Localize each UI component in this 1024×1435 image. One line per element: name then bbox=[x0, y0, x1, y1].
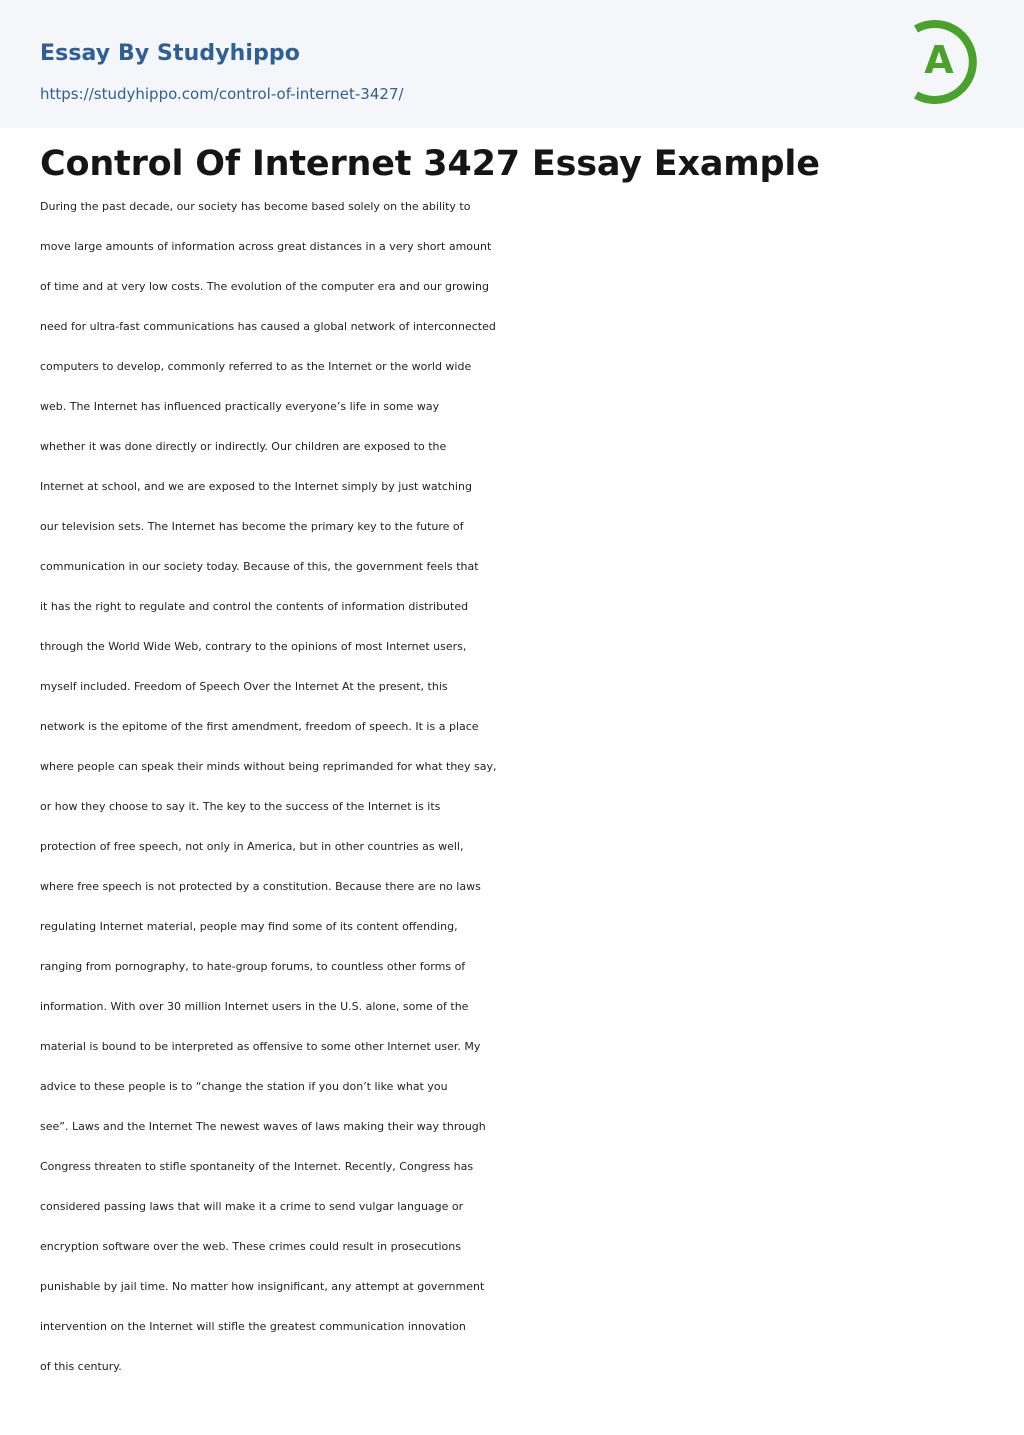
essay-line: ranging from pornography, to hate-group forums, to countless other forms of bbox=[40, 960, 466, 973]
essay-line: Congress threaten to stifle spontaneity of the Internet. Recently, Congress has bbox=[40, 1160, 474, 1173]
essay-line: move large amounts of information across great distances in a very short amount bbox=[40, 240, 492, 253]
essay-line: through the World Wide Web, contrary to the opinions of most Internet users, bbox=[40, 640, 467, 653]
essay-line: information. With over 30 million Internet users in the U.S. alone, some of the bbox=[40, 1000, 469, 1013]
essay-line: whether it was done directly or indirectly. Our children are exposed to the bbox=[40, 440, 447, 453]
page-url-link[interactable]: https://studyhippo.com/control-of-internet-3427/ bbox=[40, 85, 404, 103]
essay-body bbox=[40, 188, 740, 1388]
essay-line: punishable by jail time. No matter how insignificant, any attempt at government bbox=[40, 1280, 485, 1293]
essay-line: web. The Internet has influenced practically everyone’s life in some way bbox=[40, 400, 440, 413]
essay-line: protection of free speech, not only in America, but in other countries as well, bbox=[40, 840, 464, 853]
logo-letter: A bbox=[924, 38, 954, 82]
essay-line: During the past decade, our society has become based solely on the ability to bbox=[40, 200, 471, 213]
essay-line: communication in our society today. Because of this, the government feels that bbox=[40, 560, 479, 573]
essay-line: considered passing laws that will make it a crime to send vulgar language or bbox=[40, 1200, 464, 1213]
essay-line: Internet at school, and we are exposed to the Internet simply by just watching bbox=[40, 480, 472, 493]
essay-line: need for ultra-fast communications has caused a global network of interconnected bbox=[40, 320, 496, 333]
essay-line: see”. Laws and the Internet The newest waves of laws making their way through bbox=[40, 1120, 486, 1133]
essay-line: it has the right to regulate and control the contents of information distributed bbox=[40, 600, 469, 613]
essay-line: network is the epitome of the first amendment, freedom of speech. It is a place bbox=[40, 720, 479, 733]
essay-line: myself included. Freedom of Speech Over the Internet At the present, this bbox=[40, 680, 448, 693]
site-header bbox=[0, 0, 1024, 128]
essay-line: computers to develop, commonly referred to as the Internet or the world wide bbox=[40, 360, 472, 373]
essay-line: advice to these people is to “change the station if you don’t like what you bbox=[40, 1080, 448, 1093]
essay-line: intervention on the Internet will stifle the greatest communication innovation bbox=[40, 1320, 466, 1333]
essay-line: of time and at very low costs. The evolution of the computer era and our growing bbox=[40, 280, 490, 293]
essay-line: of this century. bbox=[40, 1360, 122, 1373]
essay-line: our television sets. The Internet has become the primary key to the future of bbox=[40, 520, 464, 533]
studyhippo-logo-icon[interactable] bbox=[912, 18, 988, 106]
essay-line: where people can speak their minds without being reprimanded for what they say, bbox=[40, 760, 497, 773]
essay-line: where free speech is not protected by a constitution. Because there are no laws bbox=[40, 880, 481, 893]
essay-line: material is bound to be interpreted as offensive to some other Internet user. My bbox=[40, 1040, 481, 1053]
site-brand-title[interactable]: Essay By Studyhippo bbox=[40, 41, 300, 66]
page-title: Control Of Internet 3427 Essay Example bbox=[40, 144, 820, 184]
essay-line: or how they choose to say it. The key to the success of the Internet is its bbox=[40, 800, 441, 813]
essay-line: regulating Internet material, people may find some of its content offending, bbox=[40, 920, 458, 933]
essay-line: encryption software over the web. These crimes could result in prosecutions bbox=[40, 1240, 461, 1253]
